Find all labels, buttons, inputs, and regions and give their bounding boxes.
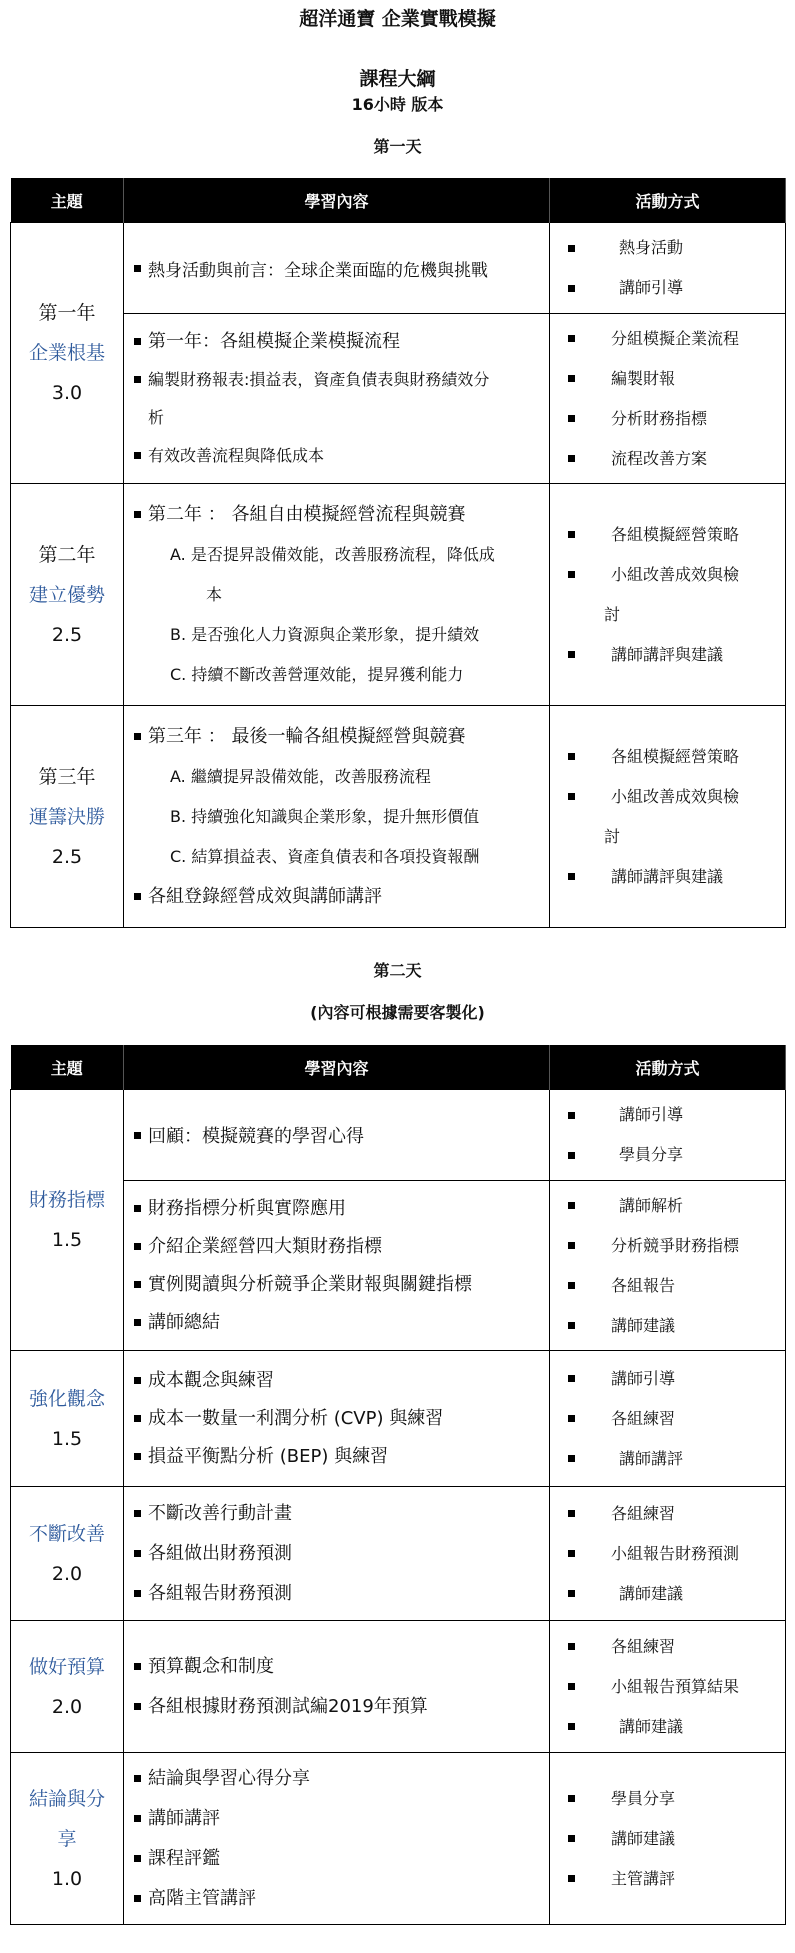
activity-item: 各組練習 <box>568 1399 779 1439</box>
bullet-icon <box>568 873 575 880</box>
activity-cell <box>550 314 786 484</box>
activity-item: 講師建議 <box>568 1574 779 1614</box>
topic-hours: 2.5 <box>51 623 83 646</box>
activity-item: 小組報告財務預測 <box>568 1534 779 1574</box>
content-cell <box>124 1181 550 1351</box>
bullet-icon <box>134 1415 141 1422</box>
bullet-icon <box>568 1322 575 1329</box>
activity-item: 分析競爭財務指標 <box>568 1226 779 1266</box>
bullet-icon <box>134 1510 141 1517</box>
activity-cell <box>550 706 786 928</box>
content-item: 講師總結 <box>134 1304 543 1342</box>
activity-cell <box>550 484 786 706</box>
activity-item: 講師引導 <box>568 1095 779 1135</box>
bullet-icon <box>134 1590 141 1597</box>
activity-item: 各組練習 <box>568 1494 779 1534</box>
content-item: 高階主管講評 <box>134 1879 543 1919</box>
content-item: 編製財務報表:損益表，資產負債表與財務績效分 <box>134 361 543 399</box>
activity-item: 講師引導 <box>568 1359 779 1399</box>
header-topic: 主題 <box>11 178 124 223</box>
bullet-icon <box>568 651 575 658</box>
activity-item-continuation: 討 <box>604 604 621 624</box>
activity-item: 編製財報 <box>568 359 779 399</box>
content-subitem-continuation: 本 <box>206 584 223 604</box>
topic-cell <box>11 484 124 706</box>
topic-hours: 1.0 <box>51 1867 83 1890</box>
activity-item: 學員分享 <box>568 1779 779 1819</box>
bullet-icon <box>134 376 141 383</box>
content-cell <box>124 1090 550 1181</box>
bullet-icon <box>568 1643 575 1650</box>
activity-cell <box>550 1487 786 1621</box>
header-content: 學習內容 <box>124 178 550 223</box>
content-item: 熱身活動與前言：全球企業面臨的危機與挑戰 <box>134 256 543 281</box>
bullet-icon <box>568 1415 575 1422</box>
topic-hours: 1.5 <box>51 1229 83 1251</box>
header-topic: 主題 <box>11 1045 124 1090</box>
content-subitem: A. 繼續提昇設備效能，改善服務流程 <box>170 766 431 786</box>
bullet-icon <box>568 1590 575 1597</box>
topic-hours: 1.5 <box>51 1427 83 1450</box>
header-content: 學習內容 <box>124 1045 550 1090</box>
bullet-icon <box>134 1550 141 1557</box>
activity-item: 各組模擬經營策略 <box>568 515 779 555</box>
topic-cell <box>11 223 124 484</box>
content-subitem: C. 持續不斷改善營運效能，提昇獲利能力 <box>170 664 464 684</box>
content-cell <box>124 1753 550 1925</box>
topic-year: 第三年 <box>38 765 96 788</box>
topic-title: 運籌決勝 <box>28 805 105 828</box>
content-item: 各組做出財務預測 <box>134 1534 543 1574</box>
content-cell <box>124 314 550 484</box>
bullet-icon <box>134 1243 141 1250</box>
content-item: 第三年 ： 最後一輪各組模擬經營與競賽 <box>134 717 543 757</box>
bullet-icon <box>134 1895 141 1902</box>
bullet-icon <box>568 1152 575 1159</box>
activity-item: 流程改善方案 <box>568 439 779 479</box>
bullet-icon <box>134 1319 141 1326</box>
bullet-icon <box>568 753 575 760</box>
bullet-icon <box>568 415 575 422</box>
activity-item: 小組改善成效與檢 <box>568 777 779 817</box>
content-item: 財務指標分析與實際應用 <box>134 1190 543 1228</box>
day2-heading: 第二天 <box>373 961 422 980</box>
bullet-icon <box>568 1455 575 1462</box>
topic-cell <box>11 1487 124 1621</box>
topic-title: 建立優勢 <box>28 583 105 606</box>
bullet-icon <box>568 531 575 538</box>
outline-heading: 課程大綱 <box>359 68 436 90</box>
content-cell <box>124 706 550 928</box>
activity-item: 學員分享 <box>568 1135 779 1175</box>
content-subitem: C. 結算損益表、資產負債表和各項投資報酬 <box>170 846 480 866</box>
content-item: 損益平衡點分析 (BEP) 與練習 <box>134 1438 543 1476</box>
topic-title: 不斷改善 <box>28 1522 105 1545</box>
content-item: 預算觀念和制度 <box>134 1647 543 1687</box>
customizable-note: (內容可根據需要客製化) <box>310 1003 485 1022</box>
content-item: 課程評鑑 <box>134 1839 543 1879</box>
bullet-icon <box>134 733 141 740</box>
content-item: 成本觀念與練習 <box>134 1362 543 1400</box>
content-item: 各組報告財務預測 <box>134 1574 543 1614</box>
topic-hours: 2.0 <box>51 1695 83 1718</box>
activity-item: 各組報告 <box>568 1266 779 1306</box>
bullet-icon <box>134 893 141 900</box>
header-activity: 活動方式 <box>550 1045 786 1090</box>
bullet-icon <box>568 1723 575 1730</box>
content-item: 成本一數量一利潤分析 (CVP) 與練習 <box>134 1400 543 1438</box>
topic-title: 強化觀念 <box>28 1387 105 1410</box>
bullet-icon <box>568 245 575 252</box>
content-item: 各組根據財務預測試編2019年預算 <box>134 1687 543 1727</box>
bullet-icon <box>568 1550 575 1557</box>
activity-cell <box>550 1621 786 1753</box>
activity-item: 小組報告預算結果 <box>568 1667 779 1707</box>
topic-title: 企業根基 <box>28 342 105 364</box>
topic-hours: 2.5 <box>51 845 83 868</box>
content-item-continuation: 析 <box>148 407 165 427</box>
content-item: 不斷改善行動計畫 <box>134 1494 543 1534</box>
bullet-icon <box>134 1663 141 1670</box>
bullet-icon <box>568 455 575 462</box>
topic-hours: 2.0 <box>51 1562 83 1585</box>
bullet-icon <box>568 1795 575 1802</box>
bullet-icon <box>134 1377 141 1384</box>
content-item: 講師講評 <box>134 1799 543 1839</box>
bullet-icon <box>134 511 141 518</box>
bullet-icon <box>134 1815 141 1822</box>
bullet-icon <box>568 1282 575 1289</box>
header-activity: 活動方式 <box>550 178 786 223</box>
content-item: 有效改善流程與降低成本 <box>134 437 543 475</box>
topic-title-continuation: 享 <box>57 1827 77 1850</box>
bullet-icon <box>134 1132 141 1139</box>
content-item: 第二年 ： 各組自由模擬經營流程與競賽 <box>134 495 543 535</box>
activity-cell <box>550 1090 786 1181</box>
activity-item: 講師解析 <box>568 1186 779 1226</box>
topic-cell <box>11 1753 124 1925</box>
bullet-icon <box>568 375 575 382</box>
content-item: 各組登錄經營成效與講師講評 <box>134 877 543 917</box>
content-item: 實例閱讀與分析競爭企業財報與關鍵指標 <box>134 1266 543 1304</box>
bullet-icon <box>568 285 575 292</box>
activity-item: 各組模擬經營策略 <box>568 737 779 777</box>
activity-item: 分組模擬企業流程 <box>568 319 779 359</box>
bullet-icon <box>134 1855 141 1862</box>
bullet-icon <box>568 1202 575 1209</box>
topic-cell <box>11 706 124 928</box>
activity-item: 小組改善成效與檢 <box>568 555 779 595</box>
activity-item: 各組練習 <box>568 1627 779 1667</box>
content-cell <box>124 1487 550 1621</box>
activity-item: 主管講評 <box>568 1859 779 1899</box>
bullet-icon <box>568 1835 575 1842</box>
bullet-icon <box>568 1510 575 1517</box>
topic-year: 第一年 <box>38 302 96 324</box>
activity-cell <box>550 1181 786 1351</box>
topic-title: 財務指標 <box>28 1189 105 1211</box>
bullet-icon <box>568 1683 575 1690</box>
bullet-icon <box>134 1453 141 1460</box>
activity-item: 分析財務指標 <box>568 399 779 439</box>
topic-cell <box>11 1621 124 1753</box>
activity-item: 講師建議 <box>568 1306 779 1346</box>
content-item: 結論與學習心得分享 <box>134 1759 543 1799</box>
bullet-icon <box>134 338 141 345</box>
topic-cell <box>11 1090 124 1351</box>
topic-title: 結論與分 <box>28 1787 105 1810</box>
content-cell <box>124 1351 550 1487</box>
content-subitem: B. 持續強化知識與企業形象，提升無形價值 <box>170 806 480 826</box>
bullet-icon <box>568 335 575 342</box>
bullet-icon <box>134 1775 141 1782</box>
version-label: 16小時 版本 <box>351 95 444 114</box>
topic-title: 做好預算 <box>28 1655 105 1678</box>
content-subitem: A. 是否提昇設備效能，改善服務流程，降低成 <box>170 544 495 564</box>
bullet-icon <box>568 1242 575 1249</box>
activity-cell <box>550 1351 786 1487</box>
activity-item: 熱身活動 <box>568 228 779 268</box>
activity-cell <box>550 1753 786 1925</box>
activity-item-continuation: 討 <box>604 826 621 846</box>
content-cell <box>124 1621 550 1753</box>
content-item: 介紹企業經營四大類財務指標 <box>134 1228 543 1266</box>
bullet-icon <box>568 1875 575 1882</box>
content-item: 第一年：各組模擬企業模擬流程 <box>134 323 543 361</box>
content-item: 回顧：模擬競賽的學習心得 <box>134 1122 543 1148</box>
bullet-icon <box>568 1112 575 1119</box>
content-cell <box>124 223 550 314</box>
bullet-icon <box>134 265 141 272</box>
activity-item: 講師建議 <box>568 1819 779 1859</box>
bullet-icon <box>134 1281 141 1288</box>
topic-hours: 3.0 <box>51 382 83 404</box>
day1-heading: 第一天 <box>373 137 422 156</box>
document-title: 超洋通寶 企業實戰模擬 <box>299 8 496 30</box>
bullet-icon <box>134 1205 141 1212</box>
activity-item: 講師引導 <box>568 268 779 308</box>
bullet-icon <box>568 571 575 578</box>
bullet-icon <box>568 1375 575 1382</box>
activity-item: 講師講評 <box>568 1439 779 1479</box>
bullet-icon <box>568 793 575 800</box>
content-subitem: B. 是否強化人力資源與企業形象，提升績效 <box>170 624 480 644</box>
topic-year: 第二年 <box>38 543 96 566</box>
activity-item: 講師講評與建議 <box>568 635 779 675</box>
day1-schedule-table <box>10 178 786 928</box>
activity-cell <box>550 223 786 314</box>
content-cell <box>124 484 550 706</box>
bullet-icon <box>134 452 141 459</box>
activity-item: 講師建議 <box>568 1707 779 1747</box>
day2-schedule-table <box>10 1045 786 1925</box>
bullet-icon <box>134 1703 141 1710</box>
topic-cell <box>11 1351 124 1487</box>
activity-item: 講師講評與建議 <box>568 857 779 897</box>
